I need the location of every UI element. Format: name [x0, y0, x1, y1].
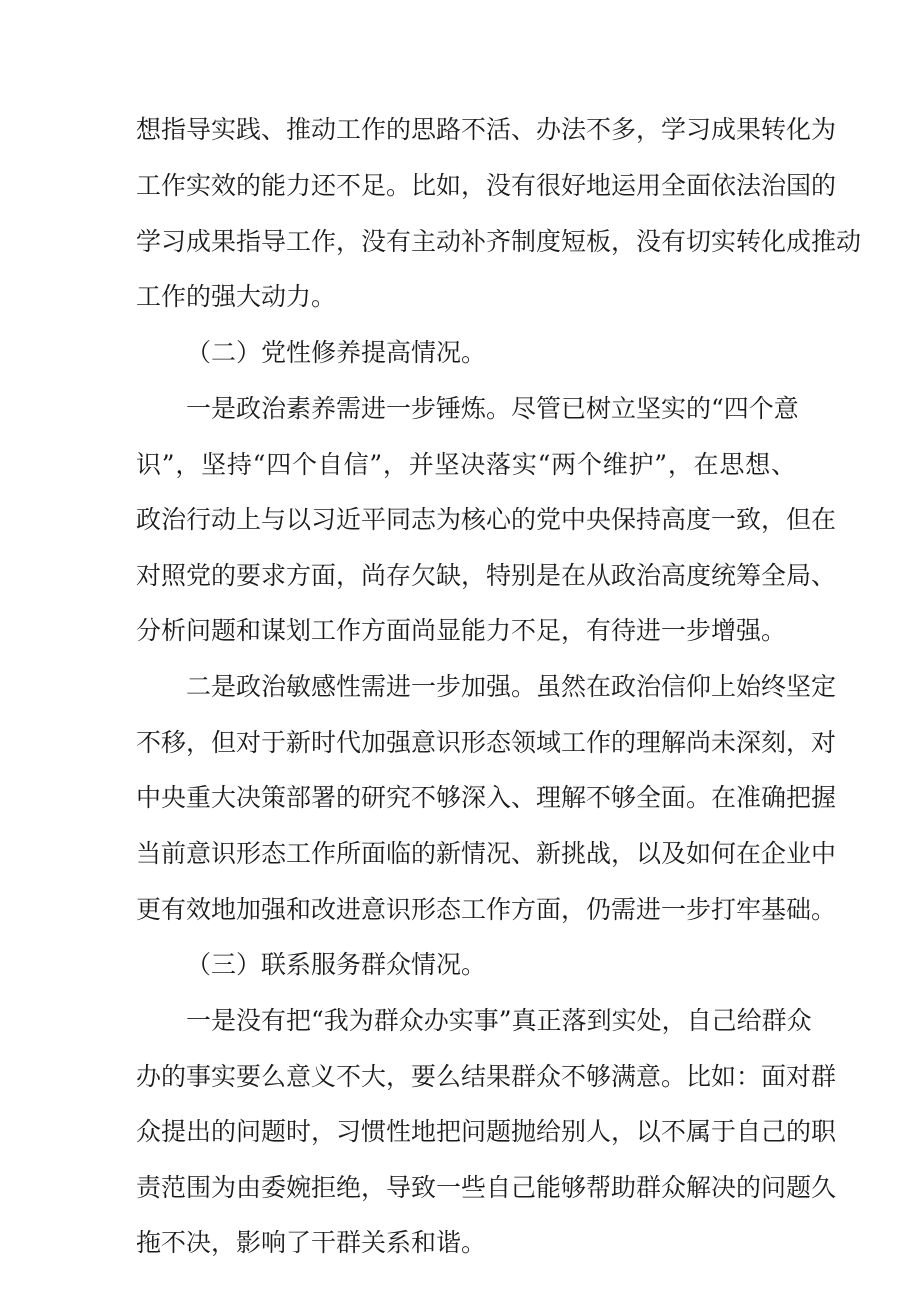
text-line: 对照党的要求方面，尚存欠缺，特别是在从政治高度统筹全局、: [136, 561, 837, 590]
text-line: 想指导实践、推动工作的思路不活、办法不多，学习成果转化为: [136, 115, 837, 144]
text-line: 责范围为由委婉拒绝，导致一些自己能够帮助群众解决的问题久: [136, 1173, 837, 1202]
text-line: 不移，但对于新时代加强意识形态领域工作的理解尚未深刻，对: [136, 728, 837, 757]
text-line: 政治行动上与以习近平同志为核心的党中央保持高度一致，但在: [136, 505, 837, 534]
text-line: 二是政治敏感性需进一步加强。虽然在政治信仰上始终坚定: [186, 672, 837, 701]
text-line: 识”，坚持“四个自信”，并坚决落实“两个维护”，在思想、: [136, 450, 796, 479]
section-heading: （三）联系服务群众情况。: [186, 950, 487, 979]
text-line: 学习成果指导工作，没有主动补齐制度短板，没有切实转化成推动: [136, 227, 862, 256]
text-line: 众提出的问题时，习惯性地把问题抛给别人，以不属于自己的职: [136, 1117, 837, 1146]
section-heading: （二）党性修养提高情况。: [186, 338, 487, 367]
text-line: 中央重大决策部署的研究不够深入、理解不够全面。在准确把握: [136, 783, 837, 812]
text-line: 办的事实要么意义不大，要么结果群众不够满意。比如：面对群: [136, 1062, 837, 1091]
text-line: 拖不决，影响了干群关系和谐。: [136, 1228, 487, 1257]
text-line: 一是政治素养需进一步锤炼。尽管已树立坚实的“四个意: [186, 394, 799, 423]
text-line: 工作的强大动力。: [136, 282, 337, 311]
text-line: 一是没有把“我为群众办实事”真正落到实处，自己给群众: [186, 1006, 812, 1035]
text-line: 分析问题和谋划工作方面尚显能力不足，有待进一步增强。: [136, 616, 787, 645]
text-line: 工作实效的能力还不足。比如，没有很好地运用全面依法治国的: [136, 171, 837, 200]
text-line: 更有效地加强和改进意识形态工作方面，仍需进一步打牢基础。: [136, 895, 837, 924]
text-line: 当前意识形态工作所面临的新情况、新挑战，以及如何在企业中: [136, 839, 837, 868]
